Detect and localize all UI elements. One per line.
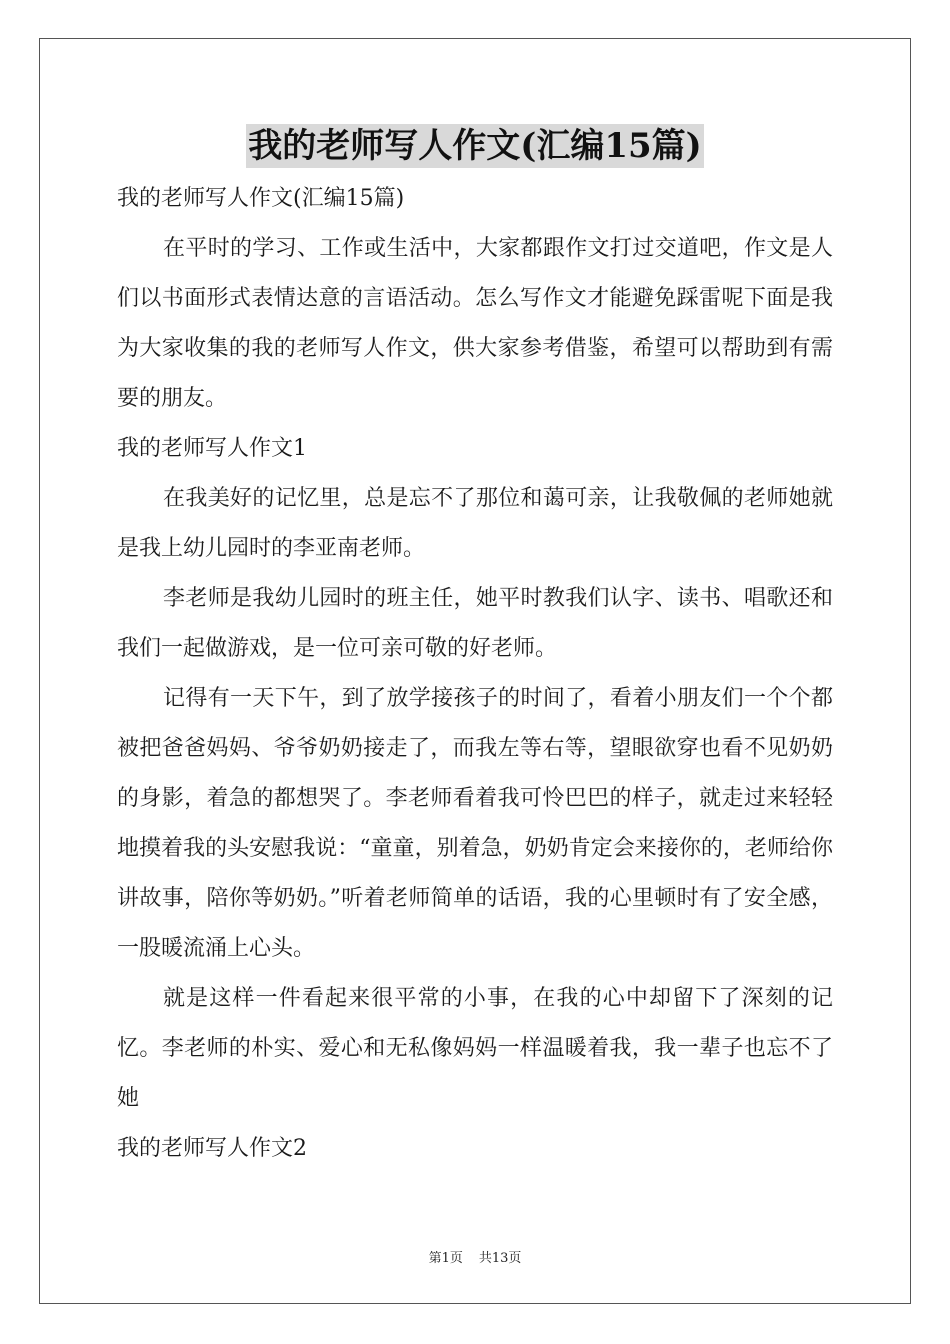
paragraph-5: 记得有一天下午，到了放学接孩子的时间了，看着小朋友们一个个都被把爸爸妈妈、爷爷奶奶接走了，而我左等右等，望眼欲穿也看不见奶奶的身影，着急的都想哭了。李老师看着我可怜巴巴的样子，就走过来轻轻地摸着我的头安慰我说：“童童，别着急，奶奶肯定会来接你的，老师给你讲故事，陪你等奶奶。”听着老师简单的话语，我的心里顿时有了安全感，一股暖流涌上心头。	[117, 686, 833, 961]
paragraph-1: 在平时的学习、工作或生活中，大家都跟作文打过交道吧，作文是人们以书面形式表情达意的言语活动。怎么写作文才能避免踩雷呢下面是我为大家收集的我的老师写人作文，供大家参考借鉴，希望可以帮助到有需要的朋友。	[117, 236, 833, 411]
page-total: 共13页	[478, 1251, 522, 1266]
paragraph-6: 就是这样一件看起来很平常的小事，在我的心中却留下了深刻的记忆。李老师的朴实、爱心和无私像妈妈一样温暖着我，我一辈子也忘不了她	[117, 986, 833, 1111]
page-number: 第1页	[428, 1251, 463, 1266]
section-heading-1: 我的老师写人作文1	[117, 436, 307, 461]
paragraph-0: 我的老师写人作文(汇编15篇)	[117, 186, 405, 211]
page-footer	[0, 1247, 950, 1266]
title-wrap	[0, 124, 950, 168]
document-title: 我的老师写人作文(汇编15篇)	[248, 126, 702, 166]
document-body	[117, 174, 833, 1174]
section-heading-2: 我的老师写人作文2	[117, 1136, 307, 1161]
paragraph-4: 李老师是我幼儿园时的班主任，她平时教我们认字、读书、唱歌还和我们一起做游戏，是一位可亲可敬的好老师。	[117, 586, 833, 661]
paragraph-3: 在我美好的记忆里，总是忘不了那位和蔼可亲，让我敬佩的老师她就是我上幼儿园时的李亚南老师。	[117, 486, 833, 561]
